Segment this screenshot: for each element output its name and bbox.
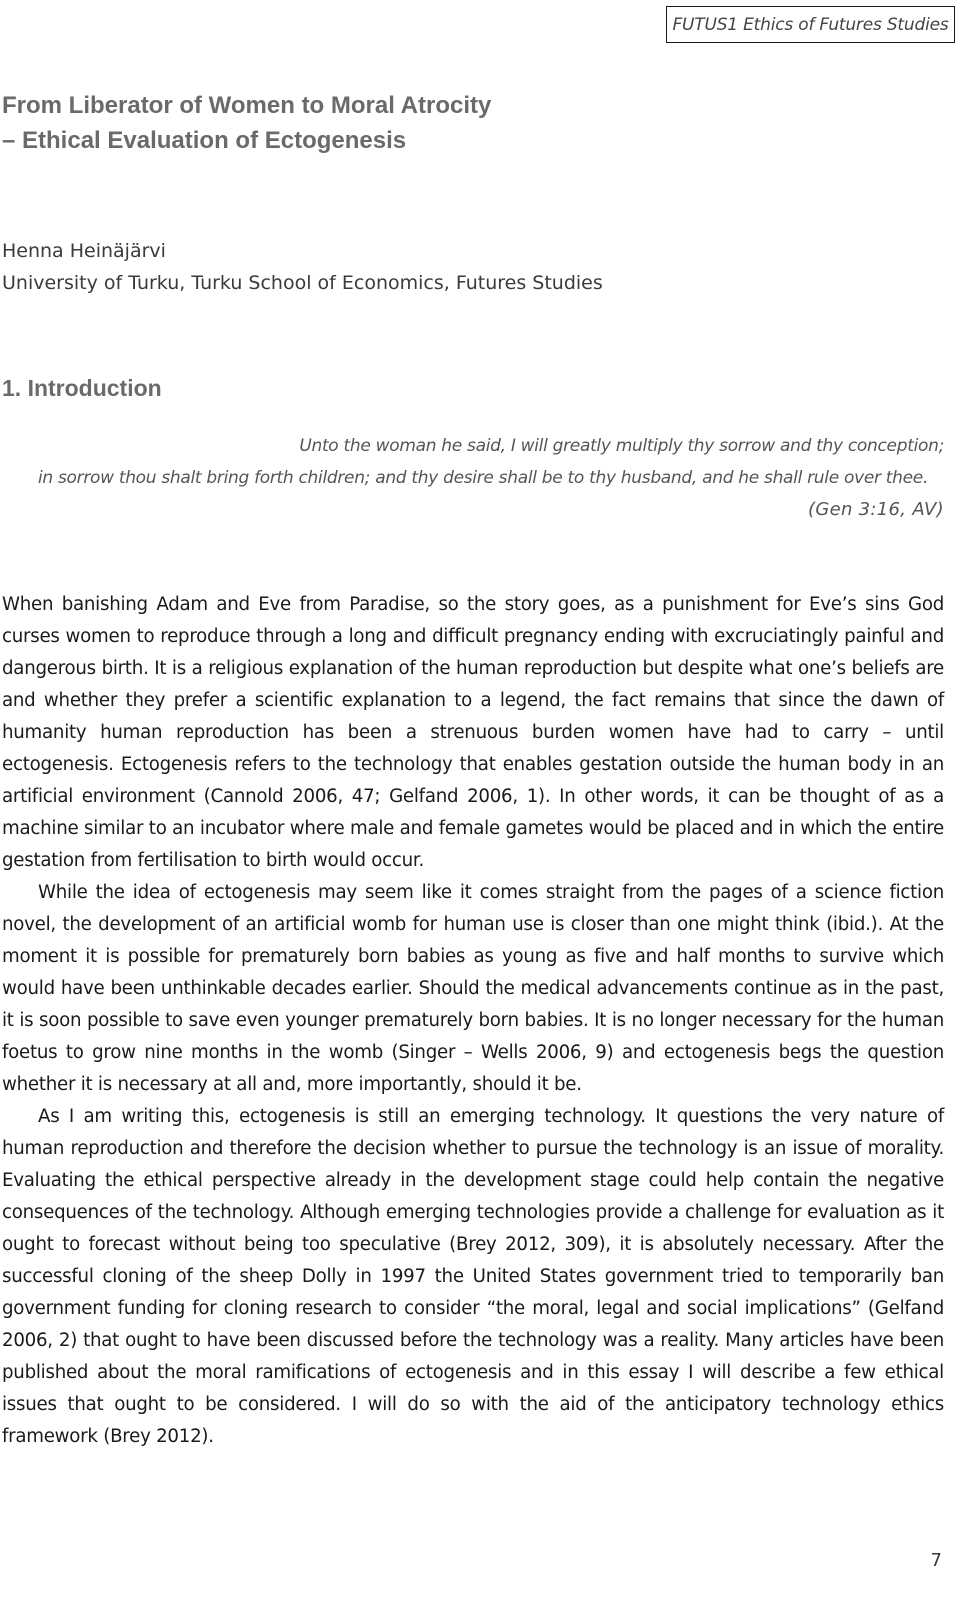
- paragraph-1: When banishing Adam and Eve from Paradise, so the story goes, as a punishment for Eve’s sins God curses women to reproduce through a long and difficult pregnancy ending with excruciatingly painful and dangerous birth. It is a religious explanation of the human reproduction but despite what one’s beliefs are and whether they prefer a scientific explanation to a legend, the fact remains that since the dawn of humanity human reproduction has been a strenuous burden women have had to carry – until ectogenesis. Ectogenesis refers to the technology that enables gestation outside the human body in an artificial environment (Cannold 2006, 47; Gelfand 2006, 1). In other words, it can be thought of as a machine similar to an incubator where male and female gametes would be placed and in which the entire gestation from fertilisation to birth would occur.: [2, 594, 944, 871]
- course-header-text: FUTUS1 Ethics of Futures Studies: [672, 14, 949, 35]
- title-line-1: From Liberator of Women to Moral Atrocity: [2, 92, 492, 119]
- epigraph: [38, 430, 944, 526]
- epigraph-line-2: in sorrow thou shalt bring forth children; and thy desire shall be to thy husband, and he shall rule over thee.: [38, 468, 929, 488]
- epigraph-citation: (Gen 3:16, AV): [808, 499, 944, 520]
- article-title: [2, 88, 491, 158]
- author-block: [2, 235, 603, 299]
- epigraph-line-1: Unto the woman he said, I will greatly multiply thy sorrow and thy conception;: [299, 436, 944, 456]
- paragraph-3: As I am writing this, ectogenesis is still an emerging technology. It questions the very nature of human reproduction and therefore the decision whether to pursue the technology is an issue of morality. Evaluating the ethical perspective already in the development stage could help contain the negative consequences of the technology. Although emerging technologies provide a challenge for evaluation as it ought to forecast without being too speculative (Brey 2012, 309), it is absolutely necessary. After the successful cloning of the sheep Dolly in 1997 the United States government tried to temporarily ban government funding for cloning research to consider “the moral, legal and social implications” (Gelfand 2006, 2) that ought to have been discussed before the technology was a reality. Many articles have been published about the moral ramifications of ectogenesis and in this essay I will describe a few ethical issues that ought to be considered. I will do so with the aid of the anticipatory technology ethics framework (Brey 2012).: [2, 1106, 944, 1447]
- section-heading: 1. Introduction: [2, 375, 162, 401]
- course-header-label: [666, 6, 955, 43]
- page-number: 7: [930, 1550, 942, 1571]
- body-text: [2, 589, 944, 1453]
- paragraph-2: While the idea of ectogenesis may seem like it comes straight from the pages of a science fiction novel, the development of an artificial womb for human use is closer than one might think (ibid.). At the moment it is possible for prematurely born babies as young as five and half months to survive which would have been unthinkable decades earlier. Should the medical advancements continue as in the past, it is soon possible to save even younger prematurely born babies. It is no longer necessary for the human foetus to grow nine months in the womb (Singer – Wells 2006, 9) and ectogenesis begs the question whether it is necessary at all and, more importantly, should it be.: [2, 882, 944, 1095]
- author-affiliation: University of Turku, Turku School of Economics, Futures Studies: [2, 272, 603, 294]
- author-name: Henna Heinäjärvi: [2, 240, 166, 262]
- title-line-2: – Ethical Evaluation of Ectogenesis: [2, 127, 407, 154]
